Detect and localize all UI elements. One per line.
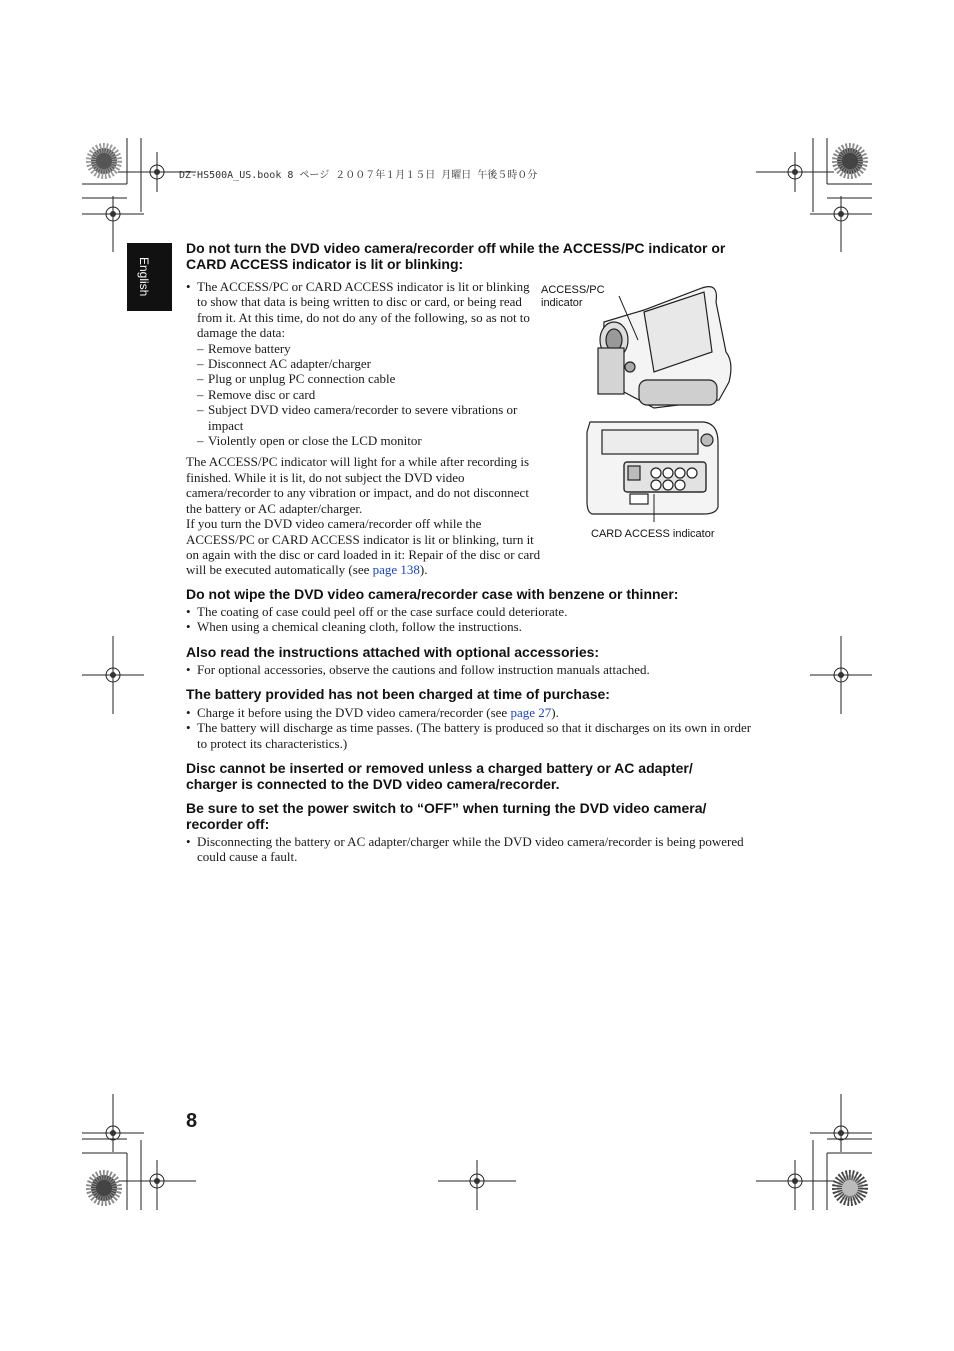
bullet-item: • Disconnecting the battery or AC adapter/charger while the DVD video camera/recorder is being powered could cause a fault. (186, 834, 756, 865)
bullet-item: • The ACCESS/PC or CARD ACCESS indicator is lit or blinking to show that data is being written to disc or card, or being read from it. At this time, do not do any of the following, so as not to damage the data: (186, 279, 531, 341)
paragraph: If you turn the DVD video camera/recorder off while the ACCESS/PC or CARD ACCESS indicator is lit or blinking, turn it on again with the disc or card loaded in it: Repair of the disc or card will be executed automatically (see page 138). (186, 516, 541, 578)
section-body-power-switch (186, 834, 756, 865)
section-heading-battery: The battery provided has not been charged at time of purchase: (186, 686, 610, 702)
section-heading-accessories: Also read the instructions attached with optional accessories: (186, 644, 600, 660)
language-tab-label: English (137, 257, 151, 297)
dash-item: – Remove disc or card (197, 386, 316, 402)
dash-item: – Violently open or close the LCD monitor (197, 433, 422, 449)
bullet-item: • When using a chemical cleaning cloth, follow the instructions. (186, 619, 756, 634)
camcorder-illustration (584, 282, 764, 542)
dash-item: – Disconnect AC adapter/charger (197, 356, 371, 372)
section-body-access-indicator (186, 279, 541, 578)
section-body-benzene (186, 604, 756, 635)
section-heading-access-indicator: Do not turn the DVD video camera/recorder off while the ACCESS/PC indicator or CARD ACCESS indicator is lit or blinking: (186, 240, 726, 272)
dash-list (186, 341, 531, 449)
page-link[interactable]: page 27 (510, 705, 552, 720)
section-body-accessories (186, 662, 756, 677)
section-heading-disc: Disc cannot be inserted or removed unless a charged battery or AC adapter/ charger is connected to the DVD video camera/recorder. (186, 760, 693, 792)
dash-item: – Subject DVD video camera/recorder to severe vibrations or impact (197, 402, 518, 433)
bullet-item: • The battery will discharge as time passes. (The battery is produced so that it discharges on its own in order to protect its characteristics.) (186, 720, 756, 751)
header-line: DZ-HS500A_US.book 8 ページ ２００７年１月１５日 月曜日 午後５時０分 (179, 170, 538, 181)
figure-label-access-pc: ACCESS/PC indicator (541, 284, 605, 309)
language-tab (127, 243, 172, 311)
bullet-item: • For optional accessories, observe the cautions and follow instruction manuals attached. (186, 662, 756, 677)
bullet-item: • The coating of case could peel off or the case surface could deteriorate. (186, 604, 756, 619)
section-heading-benzene: Do not wipe the DVD video camera/recorder case with benzene or thinner: (186, 586, 679, 602)
dash-item: – Remove battery (197, 340, 291, 356)
dash-item: – Plug or unplug PC connection cable (197, 371, 396, 387)
page-link[interactable]: page 138 (372, 562, 420, 578)
section-heading-power-switch: Be sure to set the power switch to “OFF” when turning the DVD video camera/ recorder off: (186, 800, 707, 832)
bullet-item: • Charge it before using the DVD video camera/recorder (see page 27). (186, 705, 756, 720)
paragraph: The ACCESS/PC indicator will light for a while after recording is finished. While it is lit, do not subject the DVD video camera/recorder to any vibration or impact, and do not disconnect the battery or AC adapter/charger. (186, 454, 530, 516)
figure-label-card-access: CARD ACCESS indicator (591, 528, 715, 540)
page-number: 8 (186, 1110, 198, 1132)
section-body-battery (186, 705, 756, 751)
